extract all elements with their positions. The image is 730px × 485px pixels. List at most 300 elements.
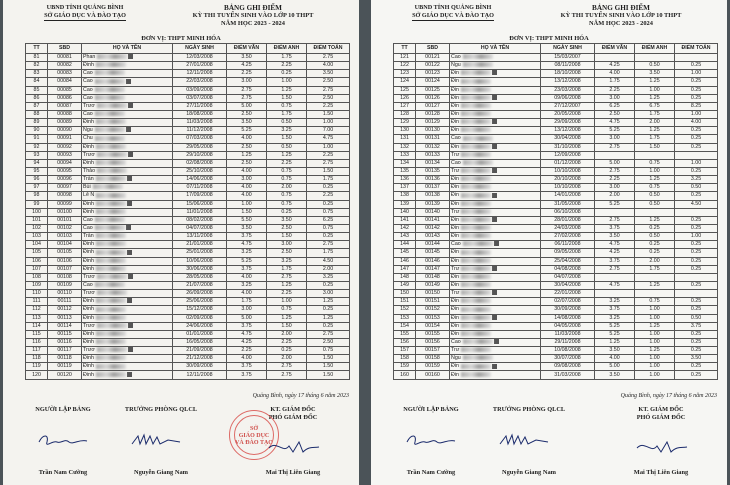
score-english: 1.25 [635,127,675,135]
redacted-name [96,298,126,303]
score-math: 0.25 [675,167,718,175]
student-name [82,322,173,330]
pixelation-mark [128,347,133,352]
row-number: 149 [394,281,416,289]
row-number: 120 [26,371,48,379]
redacted-name [461,95,491,100]
score-literature: 3.25 [227,281,267,289]
name-prefix: Chu [83,135,93,142]
redacted-name [461,152,491,157]
name-prefix: Trươ [83,102,95,109]
birth-date: 23/03/2008 [541,86,595,94]
student-name [82,281,173,289]
row-number: 147 [394,265,416,273]
student-name [450,347,541,355]
name-prefix: Đin [451,143,459,150]
score-literature: 2.25 [595,176,635,184]
pixelation-mark [492,217,497,222]
table-row [394,371,718,379]
name-prefix: Đin [451,273,459,280]
table-row [26,233,350,241]
student-name [450,290,541,298]
score-english: 0.25 [267,208,307,216]
redacted-name [96,233,126,238]
score-english: 1.00 [635,338,675,346]
score-math: 0.75 [307,347,350,355]
score-math: 0.25 [675,78,718,86]
score-english: 0.25 [267,70,307,78]
redacted-name [461,282,491,287]
score-math [675,151,718,159]
score-english: 1.25 [635,347,675,355]
qlcl-name: Nguyễn Giang Nam [502,469,556,476]
table-row [26,143,350,151]
table-row [394,257,718,265]
birth-date: 12/11/2008 [173,70,227,78]
score-literature: 2.25 [595,86,635,94]
unit-label: ĐƠN VỊ: THPT MINH HÓA [509,35,589,42]
redacted-name [96,201,126,206]
student-name [82,119,173,127]
score-english: 2.75 [267,371,307,379]
score-english: 1.75 [635,110,675,118]
table-row [394,241,718,249]
table-row [26,119,350,127]
birth-date: 11/03/2008 [173,119,227,127]
birth-date: 10/06/2008 [173,257,227,265]
issuer-header [393,4,513,21]
birth-date: 03/09/2008 [173,86,227,94]
birth-date: 25/01/2008 [173,249,227,257]
table-row [26,363,350,371]
score-english: 0.50 [635,62,675,70]
score-english: 0.75 [267,176,307,184]
candidate-number: 00141 [416,216,450,224]
table-row [26,298,350,306]
birth-date: 02/09/2008 [173,314,227,322]
name-prefix: Đin [451,102,459,109]
table-row [26,216,350,224]
student-name [450,102,541,110]
score-literature: 2.25 [227,70,267,78]
score-literature: 4.25 [595,249,635,257]
student-name [82,265,173,273]
candidate-number: 00123 [416,70,450,78]
redacted-name [96,355,126,360]
row-number: 156 [394,338,416,346]
birth-date: 30/04/2008 [541,281,595,289]
name-prefix: Đin [451,119,459,126]
birth-date: 24/03/2008 [541,224,595,232]
student-name [82,110,173,118]
birth-date: 21/07/2008 [173,281,227,289]
candidate-number: 00155 [416,330,450,338]
name-prefix: Đin [451,225,459,232]
score-math: 1.00 [675,159,718,167]
student-name [82,363,173,371]
row-number: 126 [394,94,416,102]
redacted-name [96,364,126,369]
candidate-number: 00105 [48,249,82,257]
candidate-number: 00121 [416,54,450,62]
birth-date: 20/10/2008 [541,176,595,184]
score-math: 7.00 [307,127,350,135]
redacted-name [95,217,125,222]
name-prefix: Cao [451,54,461,61]
score-english: 1.75 [635,135,675,143]
name-prefix: Trươ [83,151,95,158]
score-literature: 5.25 [595,322,635,330]
table-row [26,200,350,208]
score-math: 2.75 [307,159,350,167]
score-english: 1.25 [635,281,675,289]
score-literature: 2.75 [595,216,635,224]
table-row [394,249,718,257]
table-row [26,273,350,281]
name-prefix: Trư [451,208,460,215]
student-name [82,306,173,314]
candidate-number: 00089 [48,119,82,127]
student-name [450,151,541,159]
redacted-name [461,209,491,214]
student-name [450,330,541,338]
row-number: 138 [394,192,416,200]
birth-date: 30/09/2008 [173,363,227,371]
row-number: 94 [26,159,48,167]
row-number: 133 [394,151,416,159]
table-row [26,62,350,70]
name-prefix: Đinh [83,298,94,305]
row-number: 144 [394,241,416,249]
column-header: ĐIỂM VĂN [227,44,267,54]
score-english [635,290,675,298]
score-math: 1.50 [307,363,350,371]
score-math: 1.00 [675,70,718,78]
table-row [394,54,718,62]
student-name [82,176,173,184]
score-literature: 3.50 [595,233,635,241]
name-prefix: Cao [83,111,93,118]
score-english: 1.00 [635,363,675,371]
row-number: 88 [26,110,48,118]
score-literature: 3.25 [595,298,635,306]
candidate-number: 00093 [48,151,82,159]
qlcl-name: Nguyễn Giang Nam [134,469,188,476]
candidate-number: 00106 [48,257,82,265]
province-name: UBND TỈNH QUẢNG BÌNH [46,4,124,11]
name-prefix: Trư [451,168,460,175]
candidate-number: 00104 [48,241,82,249]
name-prefix: Đinh [83,200,94,207]
student-name [82,143,173,151]
student-name [82,273,173,281]
grade-table [393,43,718,380]
table-row [26,330,350,338]
column-header: TT [394,44,416,54]
score-english: 3.50 [267,216,307,224]
candidate-number: 00131 [416,135,450,143]
student-name [82,86,173,94]
student-name [82,102,173,110]
candidate-number: 00112 [48,306,82,314]
birth-date: 13/12/2008 [541,78,595,86]
score-literature: 1.00 [227,200,267,208]
score-math: 0.25 [675,306,718,314]
row-number: 155 [394,330,416,338]
student-name [82,159,173,167]
score-math: 2.75 [307,241,350,249]
student-name [450,233,541,241]
name-prefix: Đin [451,127,459,134]
student-name [450,249,541,257]
candidate-number: 00122 [416,62,450,70]
student-name [82,208,173,216]
score-english: 1.50 [267,94,307,102]
row-number: 112 [26,306,48,314]
candidate-number: 00137 [416,184,450,192]
table-row [394,127,718,135]
student-name [82,192,173,200]
row-number: 108 [26,273,48,281]
score-math: 4.00 [675,119,718,127]
score-math [675,208,718,216]
table-row [394,265,718,273]
student-name [82,314,173,322]
table-row [394,192,718,200]
score-english [635,54,675,62]
name-prefix: Ngu [451,62,461,69]
score-literature: 4.00 [227,192,267,200]
pixelation-mark [127,298,132,303]
score-english: 1.00 [267,78,307,86]
birth-date: 27/01/2008 [173,62,227,70]
score-literature: 1.75 [227,298,267,306]
score-literature: 5.25 [595,200,635,208]
name-prefix: Đinh [83,208,94,215]
table-row [26,176,350,184]
candidate-number: 00127 [416,102,450,110]
birth-date: 31/03/2008 [541,371,595,379]
name-prefix: Cao [83,225,93,232]
name-prefix: Đinh [83,306,94,313]
birth-date: 02/08/2008 [173,159,227,167]
score-literature: 5.00 [595,159,635,167]
score-english: 6.75 [635,102,675,110]
score-literature: 3.75 [227,322,267,330]
score-math: 1.00 [675,233,718,241]
score-english: 1.00 [635,355,675,363]
score-math: 0.25 [675,94,718,102]
score-english: 1.75 [267,110,307,118]
birth-date: 31/10/2008 [541,143,595,151]
column-header: TT [26,44,48,54]
score-math: 0.25 [675,330,718,338]
candidate-number: 00108 [48,273,82,281]
row-number: 83 [26,70,48,78]
score-math: 4.75 [307,135,350,143]
score-math: 0.25 [307,322,350,330]
redacted-name [461,290,491,295]
name-prefix: Đin [451,176,459,183]
score-math: 2.25 [307,102,350,110]
maker-name: Trần Nam Cường [406,469,456,476]
name-prefix: Trươ [83,347,95,354]
score-math: 0.25 [675,265,718,273]
maker-signature [403,430,459,450]
birth-date: 29/10/2008 [173,151,227,159]
score-literature: 3.75 [227,363,267,371]
score-english: 3.00 [267,241,307,249]
score-english: 1.00 [635,371,675,379]
name-prefix: Đin [451,111,459,118]
student-name [82,257,173,265]
table-row [26,151,350,159]
candidate-number: 00154 [416,322,450,330]
birth-date: 29/09/2008 [541,119,595,127]
score-literature: 5.25 [227,257,267,265]
redacted-name [461,331,491,336]
birth-date: 01/01/2008 [173,330,227,338]
score-english: 1.25 [267,151,307,159]
department-name: SỞ GIÁO DỤC VÀ ĐÀO TẠO [44,12,126,19]
table-row [26,249,350,257]
candidate-number: 00120 [48,371,82,379]
score-literature: 3.00 [227,176,267,184]
redacted-name [461,103,491,108]
row-number: 87 [26,102,48,110]
score-literature: 5.00 [595,363,635,371]
row-number: 123 [394,70,416,78]
student-name [82,135,173,143]
pixelation-mark [494,241,499,246]
name-prefix: Trần [83,233,94,240]
score-english: 0.75 [267,306,307,314]
pixelation-mark [127,201,132,206]
table-body [26,54,350,380]
birth-date: 30/06/2008 [173,265,227,273]
name-prefix: Cao [451,338,461,345]
score-literature [595,54,635,62]
row-number: 134 [394,159,416,167]
row-number: 142 [394,224,416,232]
redacted-name [95,70,125,75]
score-math: 0.25 [307,184,350,192]
birth-date: 22/03/2008 [173,78,227,86]
birth-date: 24/06/2008 [173,322,227,330]
pixelation-mark [128,54,133,59]
name-prefix: Đinh [83,330,94,337]
name-prefix: Cao [83,282,93,288]
row-number: 105 [26,249,48,257]
row-number: 109 [26,281,48,289]
table-row [394,281,718,289]
score-english: 2.00 [267,330,307,338]
score-literature: 3.50 [595,371,635,379]
score-math: 0.75 [307,224,350,232]
score-english: 1.00 [635,314,675,322]
row-number: 152 [394,306,416,314]
score-literature: 2.50 [227,110,267,118]
row-number: 122 [394,62,416,70]
candidate-number: 00160 [416,371,450,379]
score-english: 1.25 [635,176,675,184]
score-literature: 3.75 [595,257,635,265]
table-row [394,119,718,127]
table-row [26,110,350,118]
redacted-name [96,160,126,165]
birth-date: 04/05/2008 [541,322,595,330]
birth-date: 13/12/2008 [541,127,595,135]
name-prefix: Trần [83,176,94,183]
score-math: 0.25 [675,363,718,371]
redacted-name [96,258,126,263]
table-row [26,208,350,216]
table-row [26,86,350,94]
score-literature: 4.25 [227,338,267,346]
pixelation-mark [128,274,133,279]
score-math: 0.25 [307,200,350,208]
redacted-name [463,62,493,67]
table-row [26,290,350,298]
redacted-name [97,103,127,108]
score-english: 1.75 [267,265,307,273]
birth-date: 14/01/2008 [541,192,595,200]
redacted-name [96,307,126,312]
row-number: 107 [26,265,48,273]
maker-signature [35,430,91,450]
table-row [26,241,350,249]
redacted-name [97,290,127,295]
redacted-name [461,111,491,116]
score-math: 2.75 [307,330,350,338]
candidate-number: 00134 [416,159,450,167]
row-number: 113 [26,314,48,322]
redacted-name [96,266,126,271]
table-row [26,281,350,289]
department-name: SỞ GIÁO DỤC VÀ ĐÀO TẠO [412,12,494,19]
student-name [450,298,541,306]
student-name [82,78,173,86]
director-name: Mai Thị Liên Giang [265,469,321,476]
row-number: 157 [394,347,416,355]
school-year: NĂM HỌC 2023 - 2024 [221,20,285,27]
row-number: 102 [26,224,48,232]
score-english: 2.75 [267,363,307,371]
birth-date: 11/12/2008 [173,127,227,135]
candidate-number: 00081 [48,54,82,62]
redacted-name [463,339,493,344]
qlcl-signature [128,430,184,450]
score-math: 0.25 [675,127,718,135]
qlcl-signature [496,430,552,450]
score-english: 1.50 [267,233,307,241]
redacted-name [463,241,493,246]
redacted-name [97,168,127,173]
score-literature: 3.75 [227,371,267,379]
candidate-number: 00114 [48,322,82,330]
score-english: 1.25 [267,281,307,289]
score-english: 0.25 [635,241,675,249]
candidate-number: 00091 [48,135,82,143]
candidate-number: 00128 [416,110,450,118]
redacted-name [96,250,126,255]
student-name [82,151,173,159]
row-number: 140 [394,208,416,216]
table-row [26,102,350,110]
score-math: 1.00 [307,143,350,151]
student-name [450,371,541,379]
birth-date: 28/05/2008 [173,273,227,281]
